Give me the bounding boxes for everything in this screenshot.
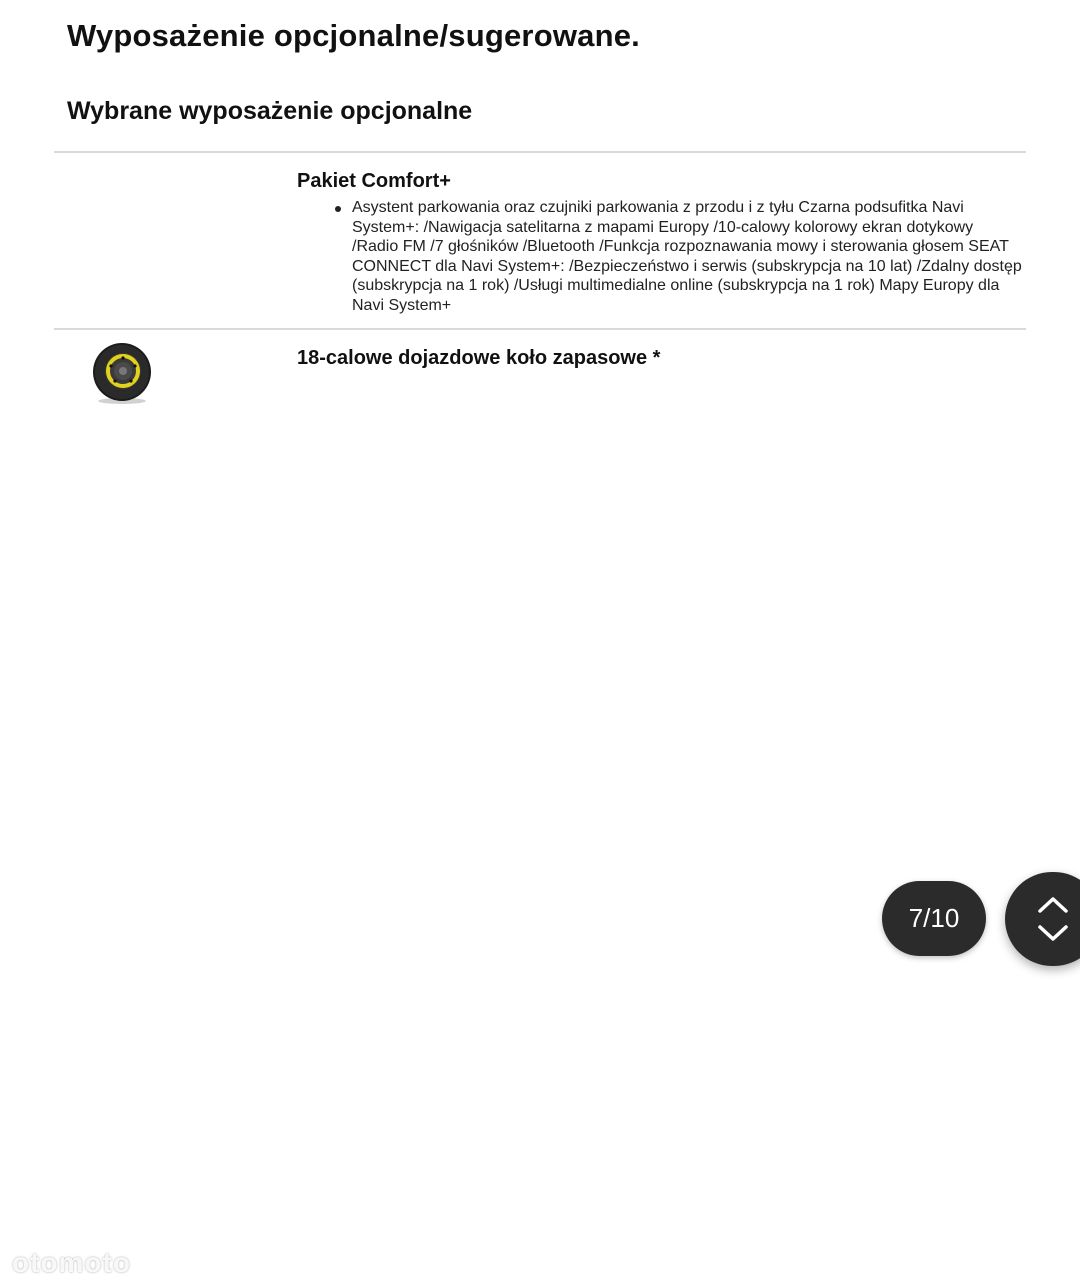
item-title: 18-calowe dojazdowe koło zapasowe * — [297, 347, 661, 369]
spare-wheel-image — [91, 339, 153, 405]
chevron-up-down-icon — [1035, 894, 1071, 944]
page-counter: 7/10 — [882, 881, 986, 956]
watermark-logo: otomoto — [12, 1247, 131, 1278]
item-description-list — [297, 198, 1022, 315]
item-title: Pakiet Comfort+ — [297, 170, 451, 192]
list-item: Asystent parkowania oraz czujniki parkowania z przodu i z tyłu Czarna podsufitka Navi System+: /Nawigacja satelitarna z mapami Europy /10-calowy kolorowy ekran dotykowy /Radio FM /7 głośników /Bluetooth /Funkcja rozpoznawania mowy i sterowania głosem SEAT CONNECT dla Navi System+: /Bezpieczeństwo i serwis (subskrypcja na 10 lat) /Zdalny dostęp (subskrypcja na 1 rok) /Usługi multimedialne online (subskrypcja na 1 rok) Mapy Europy dla Navi System+ — [297, 198, 1022, 315]
divider — [54, 328, 1026, 330]
section-title: Wybrane wyposażenie opcjonalne — [67, 97, 473, 125]
scroll-nav-button[interactable] — [1005, 872, 1080, 966]
divider — [54, 151, 1026, 153]
page-title: Wyposażenie opcjonalne/sugerowane. — [67, 18, 640, 53]
